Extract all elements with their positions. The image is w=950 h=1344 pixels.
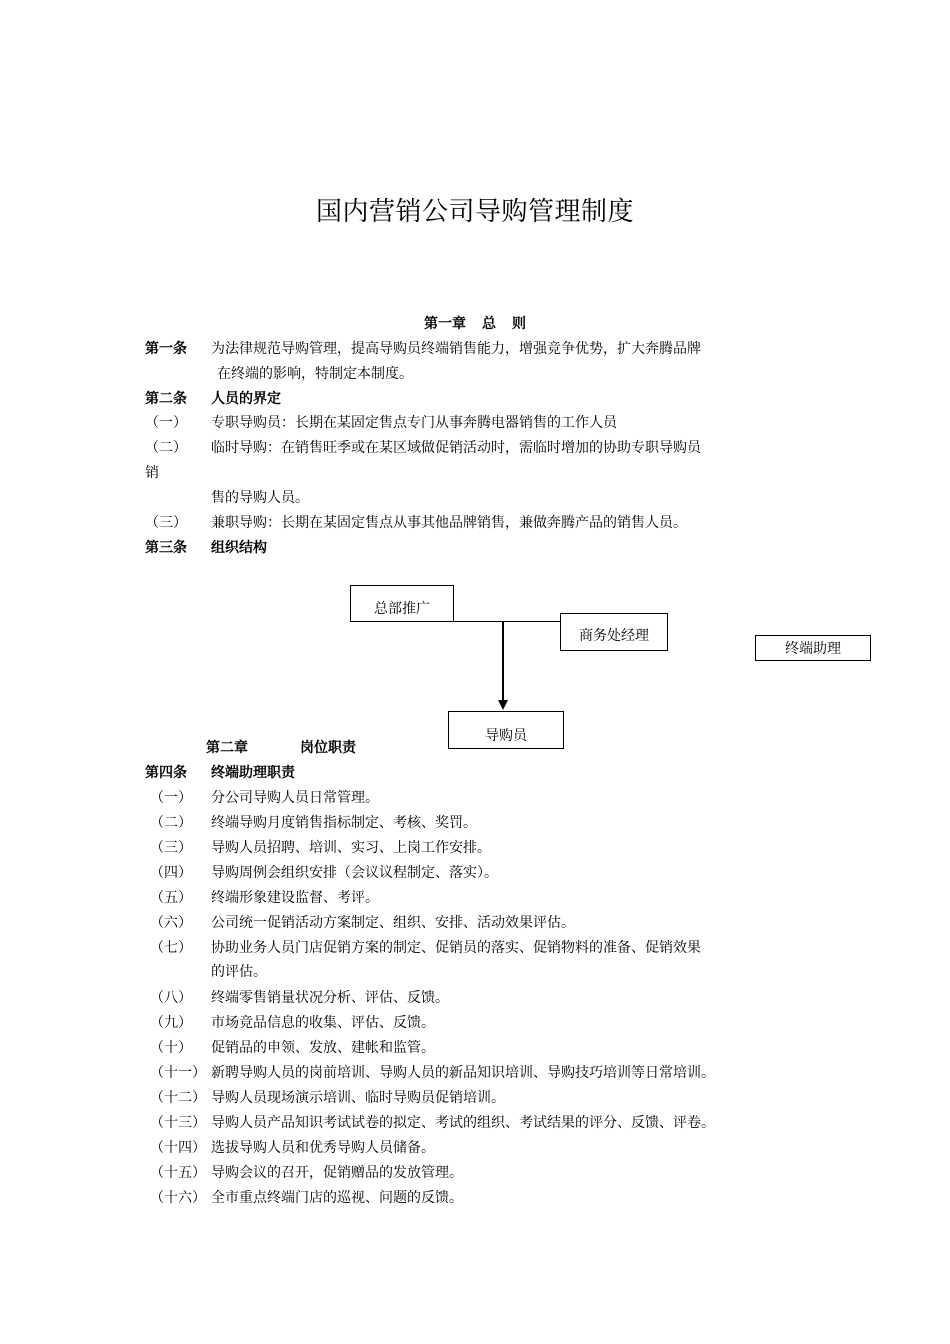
- arrow-down-icon: [498, 700, 508, 710]
- article-4-item-num: （十）: [150, 1040, 192, 1056]
- article-4-item-text: 市场竞品信息的收集、评估、反馈。: [211, 1015, 435, 1031]
- article-2-item-num: （三）: [145, 515, 187, 531]
- article-4-item-text: 协助业务人员门店促销方案的制定、促销员的落实、促销物料的准备、促销效果: [211, 940, 701, 956]
- article-4-item-num: （二）: [150, 815, 192, 831]
- article-4-item-num: （一）: [150, 790, 192, 806]
- org-connector-vertical: [502, 622, 504, 700]
- article-1-text-cont: 在终端的影响，特制定本制度。: [217, 366, 413, 382]
- article-2-item-wrap: 销: [145, 465, 159, 481]
- chapter-1-heading: [0, 314, 950, 334]
- chapter-1-label: 第一章: [424, 316, 466, 332]
- article-4-item-text: 导购人员招聘、培训、实习、上岗工作安排。: [211, 840, 491, 856]
- article-4-item-num: （十一）: [150, 1065, 206, 1081]
- article-2-item-num: （一）: [145, 415, 187, 431]
- article-4-item-text: 分公司导购人员日常管理。: [211, 790, 379, 806]
- org-node-assistant: 终端助理: [755, 635, 871, 661]
- article-2-item-text: 临时导购：在销售旺季或在某区域做促销活动时，需临时增加的协助专职导购员: [211, 440, 701, 456]
- article-4-item-num: （五）: [150, 890, 192, 906]
- article-2-title: 人员的界定: [211, 391, 281, 407]
- article-4-item-num: （十五）: [150, 1165, 206, 1181]
- article-1-text: 为法律规范导购管理，提高导购员终端销售能力，增强竞争优势，扩大奔腾品牌: [211, 341, 701, 357]
- article-4-title: 终端助理职责: [211, 765, 295, 781]
- article-4-item-num: （六）: [150, 915, 192, 931]
- org-node-hq: 总部推广: [350, 585, 454, 622]
- article-2-number: 第二条: [145, 391, 187, 407]
- article-4-number: 第四条: [145, 765, 187, 781]
- article-4-item-num: （四）: [150, 865, 192, 881]
- article-4-item-num: （十四）: [150, 1140, 206, 1156]
- article-2-item-cont: 售的导购人员。: [211, 490, 309, 506]
- article-4-item-num: （三）: [150, 840, 192, 856]
- article-3-title: 组织结构: [211, 540, 267, 556]
- article-4-item-text: 导购会议的召开，促销赠品的发放管理。: [211, 1165, 463, 1181]
- article-4-item-text: 导购人员现场演示培训、临时导购员促销培训。: [211, 1090, 505, 1106]
- article-4-item-text: 终端形象建设监督、考评。: [211, 890, 379, 906]
- chapter-1-name: 总: [482, 316, 496, 332]
- article-4-item-text: 导购周例会组织安排（会议议程制定、落实）。: [211, 865, 498, 881]
- chapter-2-heading: [206, 738, 356, 758]
- article-4-item-num: （十六）: [150, 1190, 206, 1206]
- chapter-1-name2: 则: [512, 316, 526, 332]
- article-4-item-text: 新聘导购人员的岗前培训、导购人员的新品知识培训、导购技巧培训等日常培训。: [211, 1065, 715, 1081]
- article-4-item-cont: 的评估。: [211, 964, 267, 980]
- article-4-item-num: （十三）: [150, 1115, 206, 1131]
- org-node-manager: 商务处经理: [560, 613, 668, 651]
- article-4-item-text: 全市重点终端门店的巡视、问题的反馈。: [211, 1190, 463, 1206]
- chapter-2-label: 第二章: [206, 740, 248, 756]
- article-4-item-text: 终端导购月度销售指标制定、考核、奖罚。: [211, 815, 477, 831]
- article-4-item-num: （九）: [150, 1015, 192, 1031]
- article-4-item-num: （十二）: [150, 1090, 206, 1106]
- article-4-item-text: 选拔导购人员和优秀导购人员储备。: [211, 1140, 435, 1156]
- article-1-number: 第一条: [145, 341, 187, 357]
- article-4-item-num: （八）: [150, 990, 192, 1006]
- article-3-number: 第三条: [145, 540, 187, 556]
- article-4-item-text: 导购人员产品知识考试试卷的拟定、考试的组织、考试结果的评分、反馈、评卷。: [211, 1115, 715, 1131]
- article-4-item-text: 促销品的申领、发放、建帐和监管。: [211, 1040, 435, 1056]
- org-connector-horizontal: [454, 621, 560, 622]
- org-node-guide: 导购员: [448, 711, 564, 749]
- chapter-2-name: 岗位职责: [300, 740, 356, 756]
- article-2-item-text: 兼职导购：长期在某固定售点从事其他品牌销售，兼做奔腾产品的销售人员。: [211, 515, 687, 531]
- article-2-item-num: （二）: [145, 440, 187, 456]
- article-4-item-num: （七）: [150, 940, 192, 956]
- article-4-item-text: 公司统一促销活动方案制定、组织、安排、活动效果评估。: [211, 915, 575, 931]
- article-4-item-text: 终端零售销量状况分析、评估、反馈。: [211, 990, 449, 1006]
- document-title: 国内营销公司导购管理制度: [315, 197, 634, 227]
- article-2-item-text: 专职导购员：长期在某固定售点专门从事奔腾电器销售的工作人员: [211, 415, 617, 431]
